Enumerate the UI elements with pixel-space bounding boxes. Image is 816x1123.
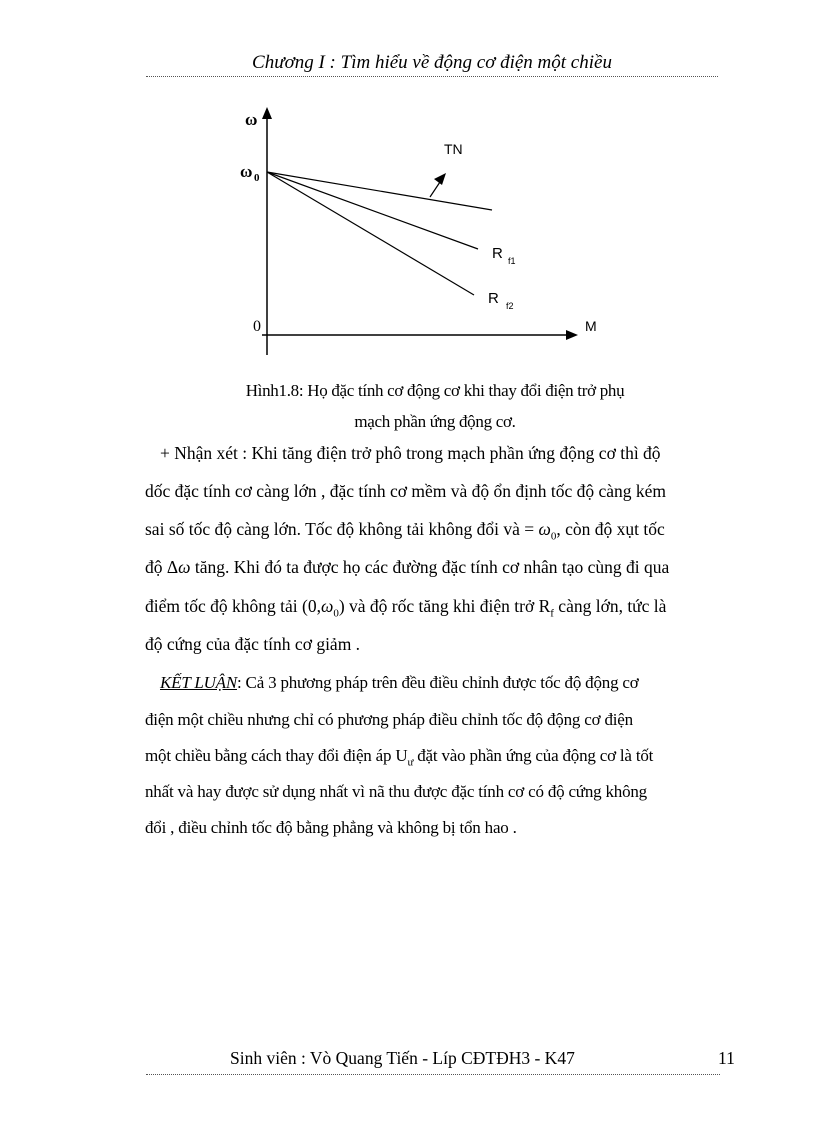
line-rf1 <box>267 172 478 249</box>
figure-caption-line2: mạch phần ứng động cơ. <box>354 412 516 431</box>
rf1-sub: f1 <box>508 256 516 266</box>
figure-characteristic-curves <box>220 105 620 365</box>
conclusion-text: một chiều bằng cách thay đổi điện áp U <box>145 746 408 765</box>
rf1-label: R <box>492 245 503 262</box>
remark-text: , còn độ xụt tốc <box>556 519 665 539</box>
axis-y-label: ω <box>245 110 258 129</box>
remark-text: sai số tốc độ càng lớn. Tốc độ không tải không đổi và = <box>145 519 539 539</box>
omega0-label: ω <box>240 162 253 181</box>
conclusion-text: đặt vào phần ứng của động cơ là tốt <box>413 746 654 765</box>
remark-line-4 <box>145 548 721 586</box>
line-rf2 <box>267 172 474 295</box>
remark-text: độ Δ <box>145 557 179 577</box>
conclusion-line-4: nhất và hay được sử dụng nhất vì nã thu được đặc tính cơ có độ cứng không <box>145 782 647 801</box>
remark-line-6: độ cứng của đặc tính cơ giảm . <box>145 634 361 654</box>
origin-label: 0 <box>253 318 261 335</box>
remark-text: tăng. Khi đó ta được họ các đường đặc tính cơ nhân tạo cùng đi qua <box>190 557 670 577</box>
footer-divider <box>146 1074 720 1075</box>
axis-x-label: M <box>585 318 597 334</box>
remark-text: điểm tốc độ không tải (0, <box>145 596 321 616</box>
page-header: Chương I : Tìm hiểu về động cơ điện một chiều <box>252 52 612 73</box>
omega0-sub: 0 <box>254 172 260 184</box>
conclusion-line-1 <box>160 664 721 702</box>
subscript: 0 <box>550 530 557 543</box>
conclusion-line-2: điện một chiều nhưng chỉ có phương pháp điều chỉnh tốc độ động cơ điện <box>145 710 633 729</box>
rf2-sub: f2 <box>506 301 514 311</box>
subscript: f <box>550 607 554 620</box>
y-axis-arrow <box>262 107 272 119</box>
header-divider <box>146 76 718 77</box>
omega-symbol: ω <box>538 519 551 539</box>
subscript: 0 <box>333 607 339 620</box>
omega-symbol: ω <box>178 557 191 577</box>
remark-line-1: + Nhận xét : Khi tăng điện trở phô trong mạch phần ứng động cơ thì độ <box>160 443 661 463</box>
line-tn <box>267 172 492 210</box>
figure-caption-line1: Hình1.8: Họ đặc tính cơ động cơ khi thay đổi điện trở phụ <box>245 381 625 400</box>
omega-symbol: ω <box>320 596 334 616</box>
remark-text: ) và độ rốc tăng khi điện trở R <box>338 596 551 616</box>
page-number: 11 <box>718 1048 735 1068</box>
tn-pointer-arrowhead <box>434 173 446 185</box>
subscript: ư <box>407 756 414 769</box>
remark-line-2: dốc đặc tính cơ càng lớn , đặc tính cơ mềm và độ ổn định tốc độ càng kém <box>145 481 667 501</box>
rf2-label: R <box>488 290 499 307</box>
remark-text: càng lớn, tức là <box>553 596 667 616</box>
x-axis-arrow <box>566 330 578 340</box>
footer-student: Sinh viên : Vò Quang Tiến - Líp CĐTĐH3 - K47 <box>230 1048 575 1068</box>
conclusion-label: KẾT LUẬN <box>160 673 237 692</box>
conclusion-text: : Cả 3 phương pháp trên đều điều chỉnh được tốc độ động cơ <box>236 673 639 692</box>
tn-label: TN <box>444 141 463 157</box>
conclusion-line-5: đổi , điều chỉnh tốc độ bằng phẳng và không bị tổn hao . <box>145 818 517 837</box>
